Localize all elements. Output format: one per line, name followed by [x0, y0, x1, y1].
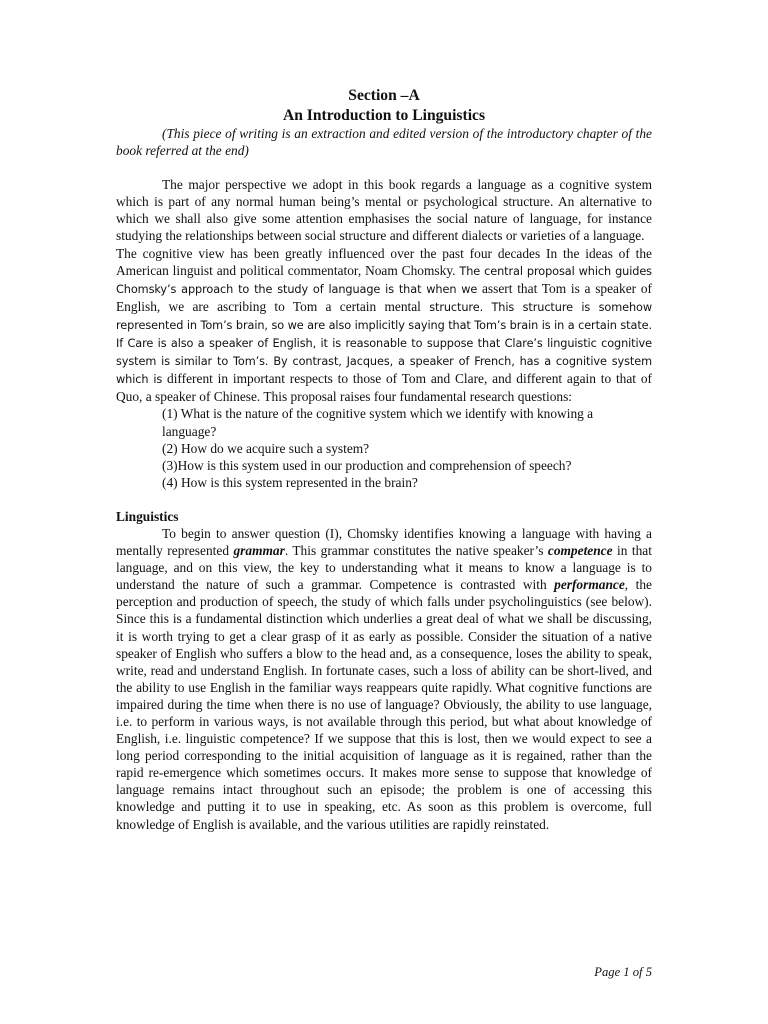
extraction-note: (This piece of writing is an extraction and edited version of the introductory chapter of the book referred at the end) — [116, 126, 652, 159]
linguistics-text-a: To begin to answer question (I), Chomsky identifies knowing a language with having a mentally represented — [116, 525, 652, 559]
term-performance: performance — [554, 577, 625, 593]
question-item: (1) What is the nature of the cognitive system which we identify with knowing a language? — [162, 406, 594, 439]
document-page — [116, 86, 652, 833]
linguistics-text-d: , the perception and production of speech, the study of which falls under psycholinguistics (see below). Since this is a fundamental distinction which underlies a great deal of what we shall be discussing, it is worth trying to get a clear grasp of it as early as possible. Consider the situation of a native speaker of English who suffers a blow to the head and, as a consequence, loses the ability to speak, write, read and understand English. In fortunate cases, such a loss of ability can be short-lived, and the ability to use English in the familiar ways reappears quite rapidly. What cognitive functions are impaired during the time when there is no use of language? Obviously, the ability to use language, i.e. to perform in various ways, is not available through this period, but what about knowledge of English, i.e. linguistic competence? If we suppose that this is lost, then we would expect to see a long period corresponding to the initial acquisition of language as it is regained, rather than the rapid re-emergence which sometimes occurs. It makes more sense to suppose that knowledge of language remains intact throughout such an episode; the problem is one of accessing this knowledge and putting it to use in speaking, etc. As soon as this problem is overcome, full knowledge of English is available, and the various utilities are rapidly reinstated. — [116, 577, 652, 832]
document-title: An Introduction to Linguistics — [282, 106, 486, 124]
linguistics-text-c: in that language, and on this view, the key to understanding what it means to know a language is to understand the nature of such a grammar. Competence is contrasted with — [116, 543, 652, 593]
linguistics-heading: Linguistics — [116, 508, 179, 524]
question-item: (2) How do we acquire such a system? — [162, 440, 370, 456]
research-questions — [116, 405, 602, 490]
linguistics-paragraph — [116, 525, 652, 833]
term-competence: competence — [547, 543, 613, 559]
paragraph-2-text-3: assert that Tom is a speaker of English, we are ascribing to Tom a certain mental — [116, 280, 652, 314]
page-number: Page 1 of 5 — [594, 965, 652, 979]
question-item: (3)How is this system used in our production and comprehension of speech? — [162, 457, 572, 473]
linguistics-text-b: . This grammar constitutes the native speaker’s — [284, 543, 544, 559]
term-grammar: grammar — [233, 543, 285, 559]
question-item: (4) How is this system represented in the brain? — [162, 474, 418, 490]
paragraph-2-text-1: The cognitive view has been greatly influenced over the past four decades In the ideas of the American linguist and political commentator, Noam Chomsky. — [116, 245, 652, 278]
section-label: Section –A — [348, 87, 420, 104]
paragraph-2-text-4: structure. This structure is somehow represented in Tom’s brain, so we are also implicitly saying that Tom’s brain is in a certain state. If Care is also a speaker of English, it is reasonable to suppose that Clare’s linguistic cognitive system is similar to Tom’s. By contrast, Jacques, a speaker of French, has a cognitive system which is — [116, 300, 652, 387]
intro-paragraph-1: The major perspective we adopt in this book regards a language as a cognitive system which is part of any normal human being’s mental or psychological structure. An alternative to which we shall also give some attention emphasises the social nature of language, for instance studying the relationships between social structure and different dialects or varieties of a language. — [116, 177, 652, 244]
paragraph-2-text-2: The central proposal which guides Chomsky’s approach to the study of language is that when we — [116, 264, 652, 296]
paragraph-2-text-5: different in important respects to those of Tom and Clare, and different again to that of Quo, a speaker of Chinese. This proposal raises four fundamental research questions: — [116, 371, 652, 405]
intro-paragraph-2 — [116, 245, 652, 406]
